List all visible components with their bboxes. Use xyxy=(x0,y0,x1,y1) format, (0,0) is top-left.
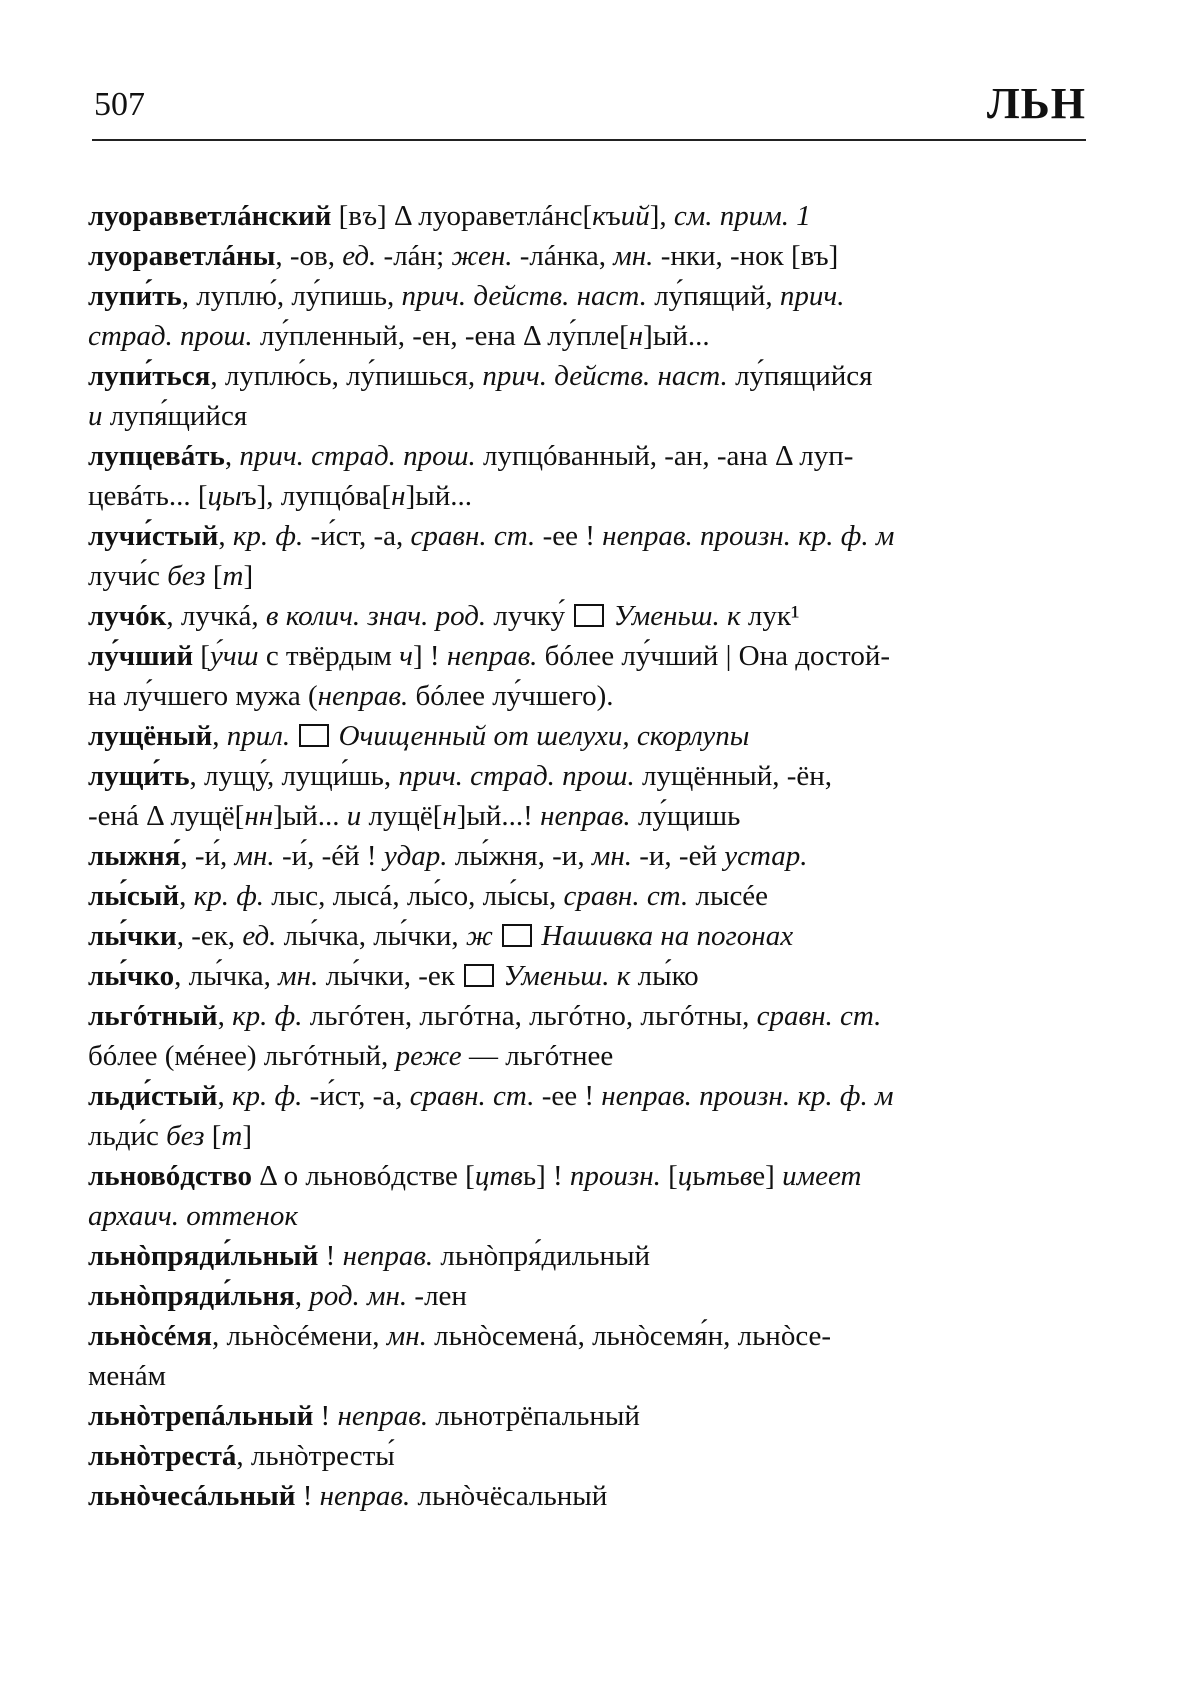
dictionary-entry xyxy=(88,1276,1088,1316)
entry-line xyxy=(88,476,1088,516)
entry-text: лы́чки, -ек xyxy=(318,960,463,992)
entry-text: ! xyxy=(318,1240,343,1272)
grammar-note: неправ. xyxy=(337,1400,429,1432)
headword: льнòчесáльный xyxy=(88,1480,296,1512)
header-rule xyxy=(92,139,1086,141)
entry-text: -и́ст, -а, xyxy=(302,1080,410,1112)
entry-text: льнòсеменá, льнòсемя́н, льнòсе- xyxy=(426,1320,832,1352)
grammar-note: ед. xyxy=(242,920,277,952)
grammar-note: род. мн. xyxy=(309,1280,408,1312)
entry-text: ] xyxy=(828,240,839,272)
entry-line xyxy=(88,876,1088,916)
dictionary-entry xyxy=(88,1476,1088,1516)
entry-text: — льгóтнее xyxy=(461,1040,614,1072)
entry-text: лу́пленный, -ен, -ена Δ лу́пле[ xyxy=(252,320,629,352)
grammar-note: неправ. xyxy=(319,1480,411,1512)
grammar-note: неправ. xyxy=(342,1240,434,1272)
grammar-note: ч xyxy=(399,640,413,672)
entry-line xyxy=(88,196,1088,236)
grammar-note: т xyxy=(222,560,244,592)
entry-text xyxy=(290,720,297,752)
grammar-note: неправ. xyxy=(317,680,409,712)
grammar-note: Уменьш. к xyxy=(606,600,741,632)
entry-text: , луплю́сь, лу́пишься, xyxy=(210,360,483,392)
dictionary-entry xyxy=(88,1156,1088,1236)
entry-text: ]ый... xyxy=(273,800,347,832)
dictionary-entry xyxy=(88,196,1088,236)
grammar-note: сравн. ст. xyxy=(410,520,536,552)
dictionary-entry xyxy=(88,1316,1088,1396)
grammar-note: Нашивка на погонах xyxy=(534,920,794,952)
entry-text: лупя́щийся xyxy=(102,400,248,432)
dictionary-entry xyxy=(88,1396,1088,1436)
entry-text: ]ый... xyxy=(643,320,710,352)
entry-text: лы́чка, лы́чки, xyxy=(276,920,466,952)
entry-text: ] xyxy=(243,560,254,592)
grammar-note: в xyxy=(739,1160,753,1192)
grammar-note: сравн. ст. xyxy=(563,880,689,912)
grammar-note: и xyxy=(346,800,362,832)
entry-text: -лен xyxy=(407,1280,467,1312)
entry-line xyxy=(88,556,1088,596)
entry-text: , -и́, xyxy=(180,840,235,872)
grammar-note: прил. xyxy=(226,720,291,752)
definition-box-icon xyxy=(464,964,494,987)
grammar-note: н xyxy=(628,320,644,352)
headword: льнòтрепáльный xyxy=(88,1400,314,1432)
entry-text: -ее ! xyxy=(535,520,603,552)
entry-text: ] Δ луораветлáнс[ xyxy=(377,200,593,232)
dictionary-entry xyxy=(88,236,1088,276)
headword: лущёный xyxy=(88,720,213,752)
grammar-note: т xyxy=(705,1160,727,1192)
headword: лы́чки xyxy=(88,920,177,952)
entry-text: ь xyxy=(692,1160,706,1192)
grammar-note: ий xyxy=(620,200,650,232)
headword: лы́чко xyxy=(88,960,175,992)
entry-text: -и, -ей xyxy=(631,840,725,872)
entry-text: ], xyxy=(649,200,674,232)
entry-text: -и́, -éй ! xyxy=(274,840,384,872)
entry-text: [ xyxy=(193,640,210,672)
headword: льнòтрестá xyxy=(88,1440,237,1472)
grammar-note: архаич. оттенок xyxy=(88,1200,298,1232)
entry-text: , xyxy=(218,520,233,552)
headword: льнòсéмя xyxy=(88,1320,213,1352)
grammar-note: мн. xyxy=(278,960,319,992)
entry-text: льгóтен, льгóтна, льгóтно, льгóтны, xyxy=(302,1000,757,1032)
entry-line xyxy=(88,1116,1088,1156)
entry-text: лысéе xyxy=(688,880,769,912)
entry-line xyxy=(88,516,1088,556)
entry-text: льнотрёпальный xyxy=(428,1400,640,1432)
entry-line xyxy=(88,1156,1088,1196)
grammar-note: без xyxy=(167,560,206,592)
dictionary-entry xyxy=(88,1076,1088,1156)
entry-line xyxy=(88,716,1088,756)
entry-text: лук¹ xyxy=(740,600,800,632)
entry-line xyxy=(88,596,1088,636)
entry-line xyxy=(88,1436,1088,1476)
grammar-note: в колич. знач. род. xyxy=(265,600,487,632)
entry-text: [ xyxy=(660,1160,678,1192)
entry-text: лу́пящий, xyxy=(646,280,780,312)
entry-line xyxy=(88,1076,1088,1116)
entry-text: , льнòсéмени, xyxy=(212,1320,387,1352)
entry-text: , -ек, xyxy=(176,920,243,952)
entry-text: льнòпря́дильный xyxy=(433,1240,650,1272)
entry-text: Δ о льновóдстве [ xyxy=(252,1160,475,1192)
entry-text: льнòчёсальный xyxy=(410,1480,608,1512)
grammar-note: нн xyxy=(244,800,274,832)
grammar-note: н xyxy=(391,480,406,512)
grammar-note: удар. xyxy=(383,840,448,872)
running-head: ЛЬН xyxy=(986,79,1086,128)
grammar-note: ц xyxy=(677,1160,693,1192)
entry-text: бóлее лу́чший | Она достой- xyxy=(537,640,891,672)
entry-line xyxy=(88,1236,1088,1276)
entry-text: , лущу́, лущи́шь, xyxy=(189,760,399,792)
dictionary-entry xyxy=(88,1436,1088,1476)
entry-line xyxy=(88,956,1088,996)
grammar-note: мн. xyxy=(386,1320,427,1352)
grammar-note: Уменьш. к xyxy=(496,960,631,992)
headword: лущи́ть xyxy=(88,760,190,792)
entry-text: ] xyxy=(242,1120,253,1152)
entry-text: лу́щишь xyxy=(630,800,741,832)
grammar-note: цтв xyxy=(474,1160,523,1192)
grammar-note: неправ. произн. кр. ф. м xyxy=(602,520,895,552)
entry-line xyxy=(88,436,1088,476)
headword: лупи́ть xyxy=(88,280,182,312)
dictionary-entry xyxy=(88,956,1088,996)
entry-text: ъ xyxy=(813,240,829,272)
dictionary-entry xyxy=(88,996,1088,1076)
entry-line xyxy=(88,1036,1088,1076)
definition-box-icon xyxy=(502,924,532,947)
grammar-note: кр. ф. xyxy=(193,880,265,912)
entry-line xyxy=(88,1476,1088,1516)
entry-text: , лучкá, xyxy=(166,600,266,632)
entry-text: ъ xyxy=(605,200,621,232)
entry-text xyxy=(493,920,500,952)
headword: лучи́стый xyxy=(88,520,219,552)
entry-text: лучи́с xyxy=(88,560,168,592)
grammar-note: у́чш xyxy=(209,640,259,672)
grammar-note: ж xyxy=(465,920,493,952)
entry-text: бóлее лу́чшего). xyxy=(408,680,614,712)
grammar-note: имеет xyxy=(782,1160,862,1192)
grammar-note: кр. ф. xyxy=(232,1000,303,1032)
grammar-note: цы xyxy=(207,480,242,512)
grammar-note: сравн. ст. xyxy=(409,1080,535,1112)
grammar-note: произн. xyxy=(569,1160,661,1192)
entry-text: ! xyxy=(313,1400,338,1432)
entry-text: лы́жня, -и, xyxy=(447,840,592,872)
entry-text: лупцóванный, -ан, -ана Δ луп- xyxy=(475,440,854,472)
grammar-note: см. прим. 1 xyxy=(673,200,811,232)
entry-line xyxy=(88,356,1088,396)
entry-line xyxy=(88,1196,1088,1236)
headword: лучóк xyxy=(88,600,167,632)
grammar-note: прич. действ. наст. xyxy=(401,280,647,312)
grammar-note: ъ xyxy=(361,200,378,232)
definition-box-icon xyxy=(299,724,329,747)
dictionary-entry xyxy=(88,1236,1088,1276)
grammar-note: неправ. произн. кр. ф. м xyxy=(601,1080,894,1112)
entry-text: льди́с xyxy=(88,1120,167,1152)
headword: льгóтный xyxy=(88,1000,218,1032)
dictionary-entry xyxy=(88,596,1088,636)
entry-text: ъ], лупцóва[ xyxy=(241,480,392,512)
headword: лыжня́ xyxy=(88,840,181,872)
entry-text: , xyxy=(212,720,227,752)
page-header xyxy=(92,78,1086,138)
grammar-note: сравн. ст. xyxy=(756,1000,882,1032)
entry-line xyxy=(88,1276,1088,1316)
grammar-note: мн. xyxy=(613,240,654,272)
grammar-note: прич. страд. прош. xyxy=(398,760,635,792)
headword: лупцевáть xyxy=(88,440,225,472)
entry-text: , xyxy=(179,880,194,912)
headword: лупи́ться xyxy=(88,360,211,392)
entry-text: на лу́чшего мужа ( xyxy=(88,680,318,712)
headword: льновóдство xyxy=(88,1160,253,1192)
entry-text: -лáнка, xyxy=(512,240,614,272)
dictionary-entry xyxy=(88,636,1088,716)
entry-line xyxy=(88,996,1088,1036)
grammar-note: ед. xyxy=(342,240,377,272)
entry-text: менáм xyxy=(88,1360,166,1392)
entry-text: , луплю́, лу́пишь, xyxy=(181,280,402,312)
entry-text: -и́ст, -а, xyxy=(303,520,411,552)
grammar-note: и xyxy=(88,400,103,432)
entry-text: , xyxy=(217,1000,233,1032)
grammar-note: реже xyxy=(395,1040,462,1072)
entry-text: [ xyxy=(205,560,223,592)
definition-box-icon xyxy=(574,604,604,627)
entry-text: лы́ко xyxy=(630,960,699,992)
grammar-note: мн. xyxy=(591,840,632,872)
entry-line xyxy=(88,836,1088,876)
headword: льнòпряди́льня xyxy=(88,1280,295,1312)
page-number: 507 xyxy=(94,86,145,123)
entry-text: , -ов, xyxy=(275,240,343,272)
grammar-note: т xyxy=(221,1120,243,1152)
entry-text: , лы́чка, xyxy=(174,960,279,992)
entry-text: лу́пящийся xyxy=(727,360,873,392)
entry-text: , xyxy=(294,1280,310,1312)
entry-text: бóлее (мéнее) льгóтный, xyxy=(88,1040,396,1072)
entry-text: лущё[ xyxy=(361,800,443,832)
dictionary-entry xyxy=(88,916,1088,956)
entry-line xyxy=(88,916,1088,956)
entry-text: , xyxy=(224,440,240,472)
grammar-note: н xyxy=(442,800,457,832)
dictionary-entry xyxy=(88,276,1088,356)
dictionary-entry xyxy=(88,356,1088,436)
grammar-note: страд. прош. xyxy=(88,320,253,352)
dictionary-entry xyxy=(88,516,1088,596)
entry-line xyxy=(88,396,1088,436)
dictionary-entry xyxy=(88,876,1088,916)
entry-text: ] ! xyxy=(412,640,447,672)
entry-line xyxy=(88,756,1088,796)
entry-text: [ xyxy=(204,1120,222,1152)
headword: луораветлáны xyxy=(88,240,276,272)
entry-line xyxy=(88,636,1088,676)
entry-text: [в xyxy=(331,200,362,232)
entry-text: лыс, лысá, лы́со, лы́сы, xyxy=(264,880,564,912)
entry-text: е] xyxy=(752,1160,783,1192)
entry-text: , льнòтресты́ xyxy=(236,1440,395,1472)
dictionary-entry xyxy=(88,756,1088,836)
entry-line xyxy=(88,676,1088,716)
entry-line xyxy=(88,236,1088,276)
entry-text: ]ый...! xyxy=(456,800,541,832)
entry-line xyxy=(88,796,1088,836)
entry-text: ]ый... xyxy=(405,480,472,512)
dictionary-entries xyxy=(88,196,1088,1516)
grammar-note: кр. ф. xyxy=(232,520,304,552)
entry-line xyxy=(88,316,1088,356)
dictionary-entry xyxy=(88,436,1088,516)
grammar-note: жен. xyxy=(451,240,513,272)
entry-line xyxy=(88,1356,1088,1396)
entry-text: ь] ! xyxy=(522,1160,570,1192)
grammar-note: неправ. xyxy=(540,800,631,832)
headword: льнòпряди́льный xyxy=(88,1240,319,1272)
headword: лу́чший xyxy=(88,640,194,672)
entry-text: -енá Δ лущё[ xyxy=(88,800,245,832)
entry-text: ь xyxy=(726,1160,740,1192)
entry-text: -ее ! xyxy=(534,1080,602,1112)
entry-text: с твёрдым xyxy=(258,640,400,672)
entry-line xyxy=(88,1316,1088,1356)
entry-text: -лáн; xyxy=(376,240,452,272)
headword: луоравветлáнский xyxy=(88,200,332,232)
grammar-note: устар. xyxy=(724,840,808,872)
grammar-note: к xyxy=(592,200,606,232)
grammar-note: без xyxy=(166,1120,205,1152)
headword: лы́сый xyxy=(88,880,180,912)
entry-line xyxy=(88,276,1088,316)
entry-text: лущённый, -ён, xyxy=(634,760,833,792)
grammar-note: прич. действ. наст. xyxy=(482,360,728,392)
dictionary-entry xyxy=(88,836,1088,876)
dictionary-entry xyxy=(88,716,1088,756)
entry-text: , xyxy=(217,1080,232,1112)
entry-text: лучку́ xyxy=(486,600,573,632)
entry-line xyxy=(88,1396,1088,1436)
entry-text: ! xyxy=(295,1480,320,1512)
entry-text: -нки, -нок [в xyxy=(653,240,814,272)
entry-text: цевáть... [ xyxy=(88,480,208,512)
grammar-note: кр. ф. xyxy=(231,1080,303,1112)
grammar-note: неправ. xyxy=(446,640,538,672)
headword: льди́стый xyxy=(88,1080,218,1112)
grammar-note: Очищенный от шелухи, скорлупы xyxy=(331,720,750,752)
grammar-note: мн. xyxy=(234,840,275,872)
grammar-note: прич. страд. прош. xyxy=(239,440,476,472)
grammar-note: прич. xyxy=(779,280,845,312)
